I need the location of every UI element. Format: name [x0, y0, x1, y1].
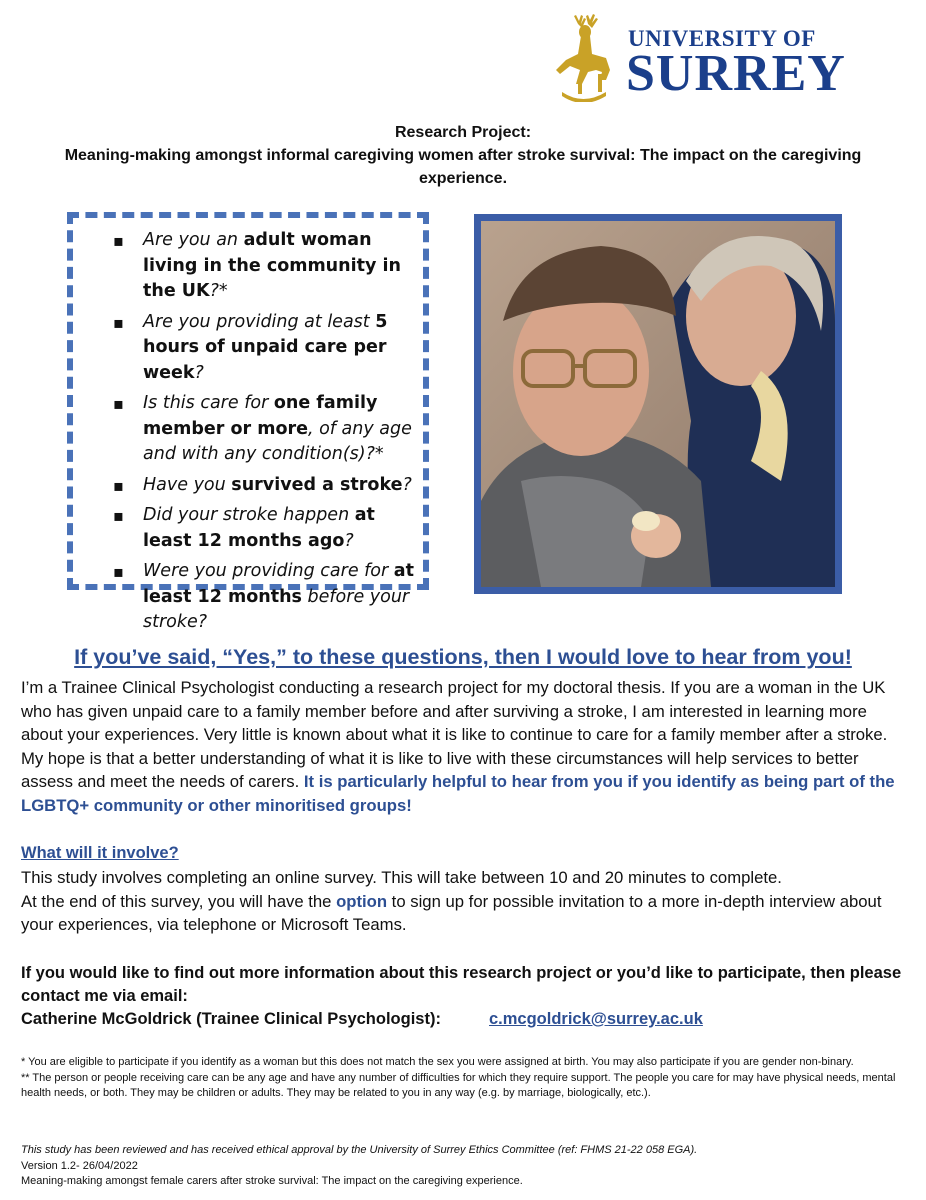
- question-text: Were you providing care for: [143, 561, 394, 581]
- logo-line-university-of: UNIVERSITY OF: [628, 26, 816, 51]
- question-text: Are you providing at least: [143, 311, 376, 332]
- question-item: [113, 473, 423, 499]
- title-line-2: Meaning-making amongst informal caregiving women after stroke survival: The impact on the caregiving: [64, 147, 862, 164]
- question-text-end: ?*: [209, 281, 228, 301]
- footer: [21, 1143, 906, 1190]
- question-item: [113, 503, 423, 554]
- question-item: [113, 228, 423, 305]
- stag-emblem-icon: [548, 14, 618, 102]
- version-label: Version 1.2- 26/04/2022: [21, 1159, 138, 1172]
- question-emphasis: at least 12 months: [143, 561, 414, 607]
- question-text: Did your stroke happen: [143, 505, 355, 525]
- involve-line-1: This study involves completing an online survey. This will take between 10 and 20 minutes to complete.: [21, 868, 782, 887]
- question-item: [113, 391, 423, 468]
- footnote-2: ** The person or people receiving care can be any age and have any number of difficulties for which they require support. The people you care for may have physical needs, mental health needs, or both. They may be children or adults. They may be related to you in any way (e.g. by marriage, biologically, etc.).: [21, 1071, 896, 1099]
- question-text: Is this care for: [143, 393, 274, 413]
- question-text-end: , of any age and with any condition(s)?*: [143, 418, 412, 464]
- title-line-1: Research Project:: [394, 124, 532, 141]
- involve-text-end: to sign up for possible invitation to a more in-depth interview about your experiences, via telephone or Microsoft Teams.: [21, 891, 882, 934]
- carers-photo: [474, 214, 842, 594]
- question-text: Have you: [143, 474, 232, 495]
- contact-name: Catherine McGoldrick (Trainee Clinical Psychologist):: [21, 1010, 441, 1028]
- footer-title: Meaning-making amongst female carers after stroke survival: The impact on the caregiving experience.: [21, 1175, 523, 1187]
- question-text-end: ?: [344, 530, 354, 551]
- intro-paragraph: [21, 676, 911, 817]
- question-text-end: ?: [402, 474, 412, 495]
- intro-highlight: It is particularly helpful to hear from you if you identify as being part of the LGBTQ+ community or other minoritised groups!: [21, 772, 895, 815]
- involve-paragraph: [21, 866, 911, 937]
- logo-line-surrey: SURREY: [626, 45, 846, 102]
- involve-text: At the end of this survey, you will have the: [21, 891, 337, 911]
- ethics-statement: This study has been reviewed and has received ethical approval by the University of Surrey Ethics Committee (ref: FHMS 21-22 058 EGA).: [21, 1144, 698, 1156]
- question-emphasis: 5 hours of unpaid care per week: [143, 311, 388, 383]
- question-emphasis: at least 12 months ago: [143, 505, 375, 551]
- question-emphasis: survived a stroke: [231, 474, 403, 495]
- question-emphasis: one family member or more: [143, 393, 378, 439]
- university-logo: [548, 14, 848, 104]
- footnotes: [21, 1055, 906, 1102]
- question-text-end: ?: [194, 362, 204, 383]
- what-will-it-involve-heading: What will it involve?: [21, 844, 179, 862]
- option-highlight: option: [336, 891, 388, 911]
- contact-email-link[interactable]: c.mcgoldrick@surrey.ac.uk: [489, 1010, 703, 1028]
- involve-line-2: [21, 890, 911, 937]
- question-item: [113, 559, 423, 636]
- title-line-3: experience.: [418, 170, 508, 187]
- contact-text: If you would like to find out more information about this research project or you’d like to participate, then please contact me via email:: [21, 964, 902, 1005]
- contact-section: [21, 962, 911, 1031]
- intro-text: I’m a Trainee Clinical Psychologist conducting a research project for my doctoral thesis. If you are a woman in the UK who has given unpaid care to a family member before and after surviving a stroke, I am interested in learning more about your experiences. Very little is known about what it is like to continue to care for a family member after a stroke. My hope is that a better understanding of what it is like to live with these circumstances will help services to better assess and meet the needs of carers.: [21, 678, 888, 791]
- call-to-action-headline: If you’ve said, “Yes,” to these questions, then I would love to hear from you!: [74, 645, 852, 669]
- question-item: [113, 310, 423, 387]
- question-text-end: before your stroke?: [143, 586, 410, 632]
- question-emphasis: adult woman living in the community in the UK: [143, 230, 401, 301]
- footnote-1: * You are eligible to participate if you identify as a woman but this does not match the sex you were assigned at birth. You may also participate if you are gender non-binary.: [21, 1056, 854, 1068]
- contact-name-line: [21, 1008, 911, 1031]
- eligibility-questions-list: [113, 228, 423, 641]
- project-title: [20, 121, 906, 190]
- question-text: Are you an: [143, 230, 244, 250]
- carers-photo-illustration: [481, 221, 835, 587]
